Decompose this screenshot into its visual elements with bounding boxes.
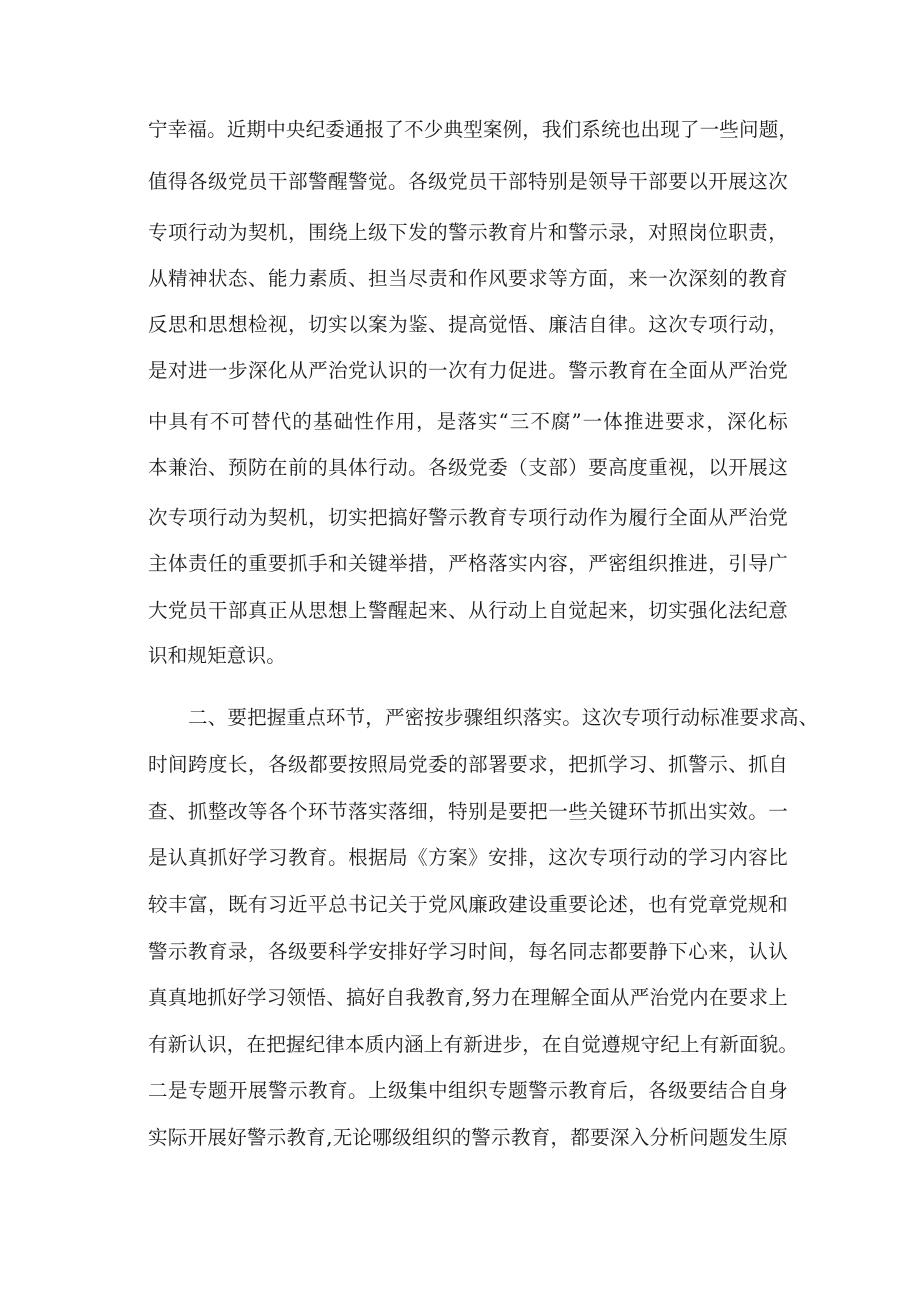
text-line: 宁幸福。近期中央纪委通报了不少典型案例，我们系统也出现了一些问题，: [148, 118, 799, 141]
text-line: 反思和思想检视，切实以案为鉴、提高觉悟、廉洁自律。这次专项行动，: [148, 313, 788, 336]
text-line: 是认真抓好学习教育。根据局《方案》安排，这次专项行动的学习内容比: [148, 846, 788, 869]
text-line: 警示教育录，各级要科学安排好学习时间，每名同志都要静下心来，认认: [148, 940, 788, 963]
text-line: 较丰富，既有习近平总书记关于党风廉政建设重要论述，也有党章党规和: [148, 893, 788, 916]
text-line: 值得各级党员干部警醒警觉。各级党员干部特别是领导干部要以开展这次: [148, 170, 788, 193]
text-line: 从精神状态、能力素质、担当尽责和作风要求等方面，来一次深刻的教育: [148, 267, 788, 290]
text-line: 查、抓整改等各个环节落实落细，特别是要把一些关键环节抓出实效。一: [148, 800, 788, 823]
text-line: 二、要把握重点环节，严密按步骤组织落实。这次专项行动标准要求高、: [188, 706, 819, 729]
text-line: 大党员干部真正从思想上警醒起来、从行动上自觉起来，切实强化法纪意: [148, 599, 788, 622]
text-line: 实际开展好警示教育,无论哪级组织的警示教育，都要深入分析问题发生原: [148, 1126, 788, 1149]
text-line: 识和规矩意识。: [148, 644, 286, 667]
text-line: 时间跨度长，各级都要按照局党委的部署要求，把抓学习、抓警示、抓自: [148, 753, 788, 776]
text-line: 真真地抓好学习领悟、搞好自我教育,努力在理解全面从严治党内在要求上: [148, 986, 788, 1009]
text-line: 次专项行动为契机，切实把搞好警示教育专项行动作为履行全面从严治党: [148, 506, 788, 529]
text-line: 有新认识，在把握纪律本质内涵上有新进步，在自觉遵规守纪上有新面貌。: [148, 1033, 799, 1056]
text-line: 是对进一步深化从严治党认识的一次有力促进。警示教育在全面从严治党: [148, 359, 788, 382]
text-line: 专项行动为契机，围绕上级下发的警示教育片和警示录，对照岗位职责，: [148, 221, 788, 244]
text-line: 本兼治、预防在前的具体行动。各级党委（支部）要高度重视，以开展这: [148, 456, 788, 479]
text-line: 主体责任的重要抓手和关键举措，严格落实内容，严密组织推进，引导广: [148, 552, 788, 575]
text-line: 二是专题开展警示教育。上级集中组织专题警示教育后，各级要结合自身: [148, 1079, 788, 1102]
text-line: 中具有不可替代的基础性作用，是落实“三不腐”一体推进要求，深化标: [148, 410, 788, 433]
